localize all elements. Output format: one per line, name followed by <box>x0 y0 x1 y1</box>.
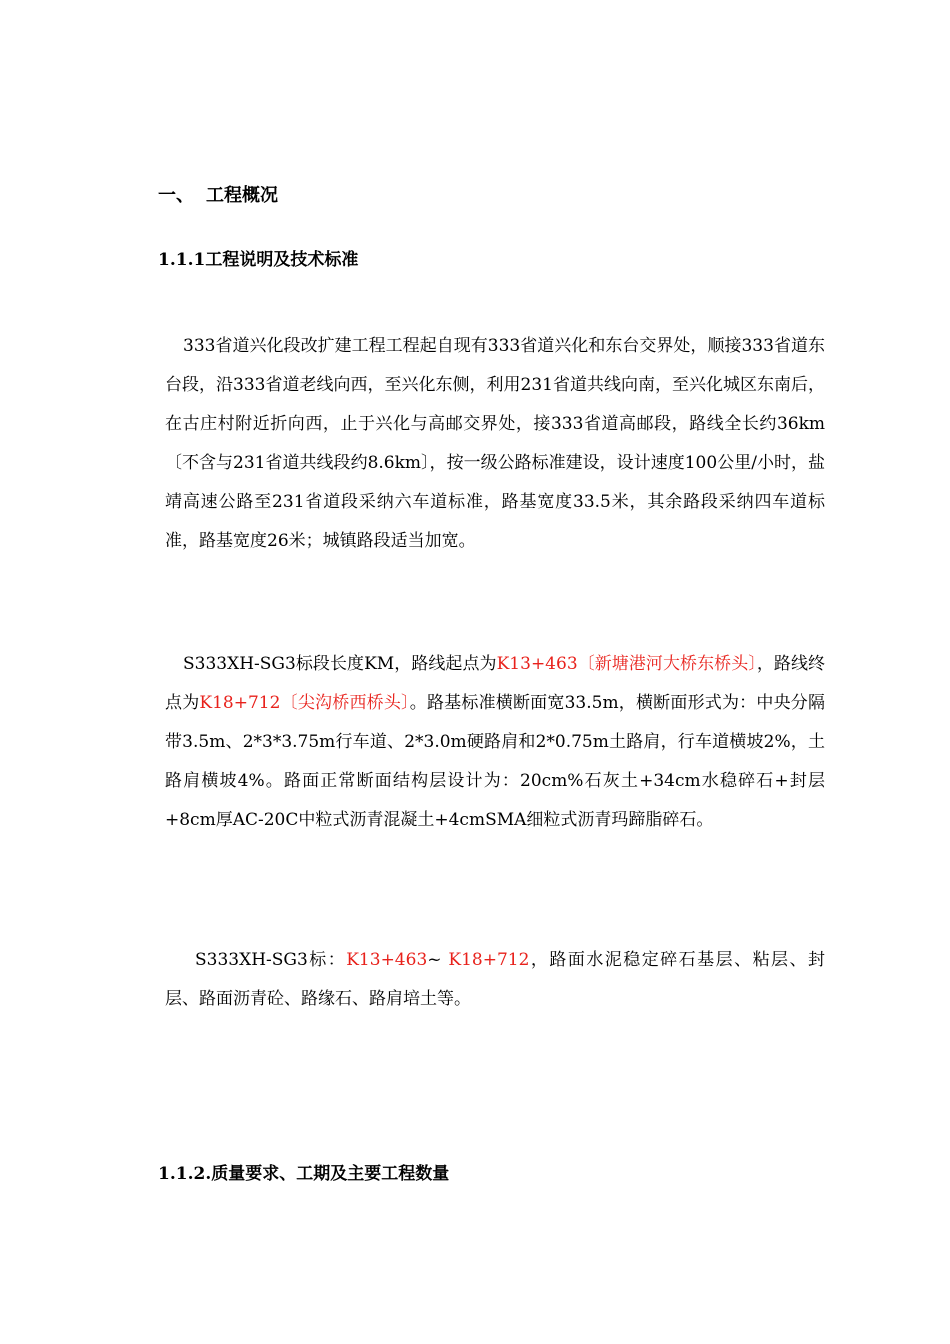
project-description-paragraph: 333省道兴化段改扩建工程工程起自现有333省道兴化和东台交界处，顺接333省道东台段，沿333省道老线向西，至兴化东侧，利用231省道共线向南，至兴化城区东南后，在古庄村附近折向西，止于兴化与高邮交界处，接333省道高邮段，路线全长约36km〔不含与231省道共线段约8.6km〕，按一级公路标准建设，设计速度100公里/小时，盐靖高速公路至231省道段采纳六车道标准，路基宽度33.5米，其余路段采纳四车道标准，路基宽度26米；城镇路段适当加宽。 <box>165 336 825 551</box>
end-point-highlight: K18+712〔尖沟桥西桥头〕 <box>199 693 410 713</box>
p3-text-2: ，路面水泥稳定碎石基层、粘层、封层、路面沥青砼、路缘石、路肩培土等。 <box>165 950 825 1009</box>
subsection-heading-1-1-2: 1.1.2.质量要求、工期及主要工程数量 <box>158 1164 450 1184</box>
range-tilde: ~ <box>427 950 449 970</box>
p3-text-1: S333XH-SG3标： <box>195 950 347 970</box>
section-number: 一、 <box>158 185 194 206</box>
section-heading <box>158 181 278 211</box>
start-point-highlight: K13+463〔新塘港河大桥东桥头〕 <box>496 654 757 674</box>
subsection-heading-1-1-1: 1.1.1工程说明及技术标准 <box>158 250 359 270</box>
range-end-highlight: K18+712 <box>448 950 530 970</box>
p2-text-1: S333XH-SG3标段长度KM，路线起点为 <box>183 654 497 674</box>
section-scope-paragraph <box>165 645 825 840</box>
section-title: 工程概况 <box>206 185 278 206</box>
range-start-highlight: K13+463 <box>346 950 428 970</box>
p2-text-3: 。路基标准横断面宽33.5m，横断面形式为：中央分隔带3.5m、2*3*3.75m行车道、2*3.0m硬路肩和2*0.75m土路肩，行车道横坡2%，土路肩横坡4%。路面正常断面结构层设计为：20cm%石灰土+34cm水稳碎石+封层+8cm厚AC-20C中粒式沥青混凝土+4cmSMA细粒式沥青玛蹄脂碎石。 <box>165 693 825 830</box>
p2-text-2: ，路线终点为 <box>165 654 826 713</box>
bid-section-paragraph <box>165 941 825 1019</box>
